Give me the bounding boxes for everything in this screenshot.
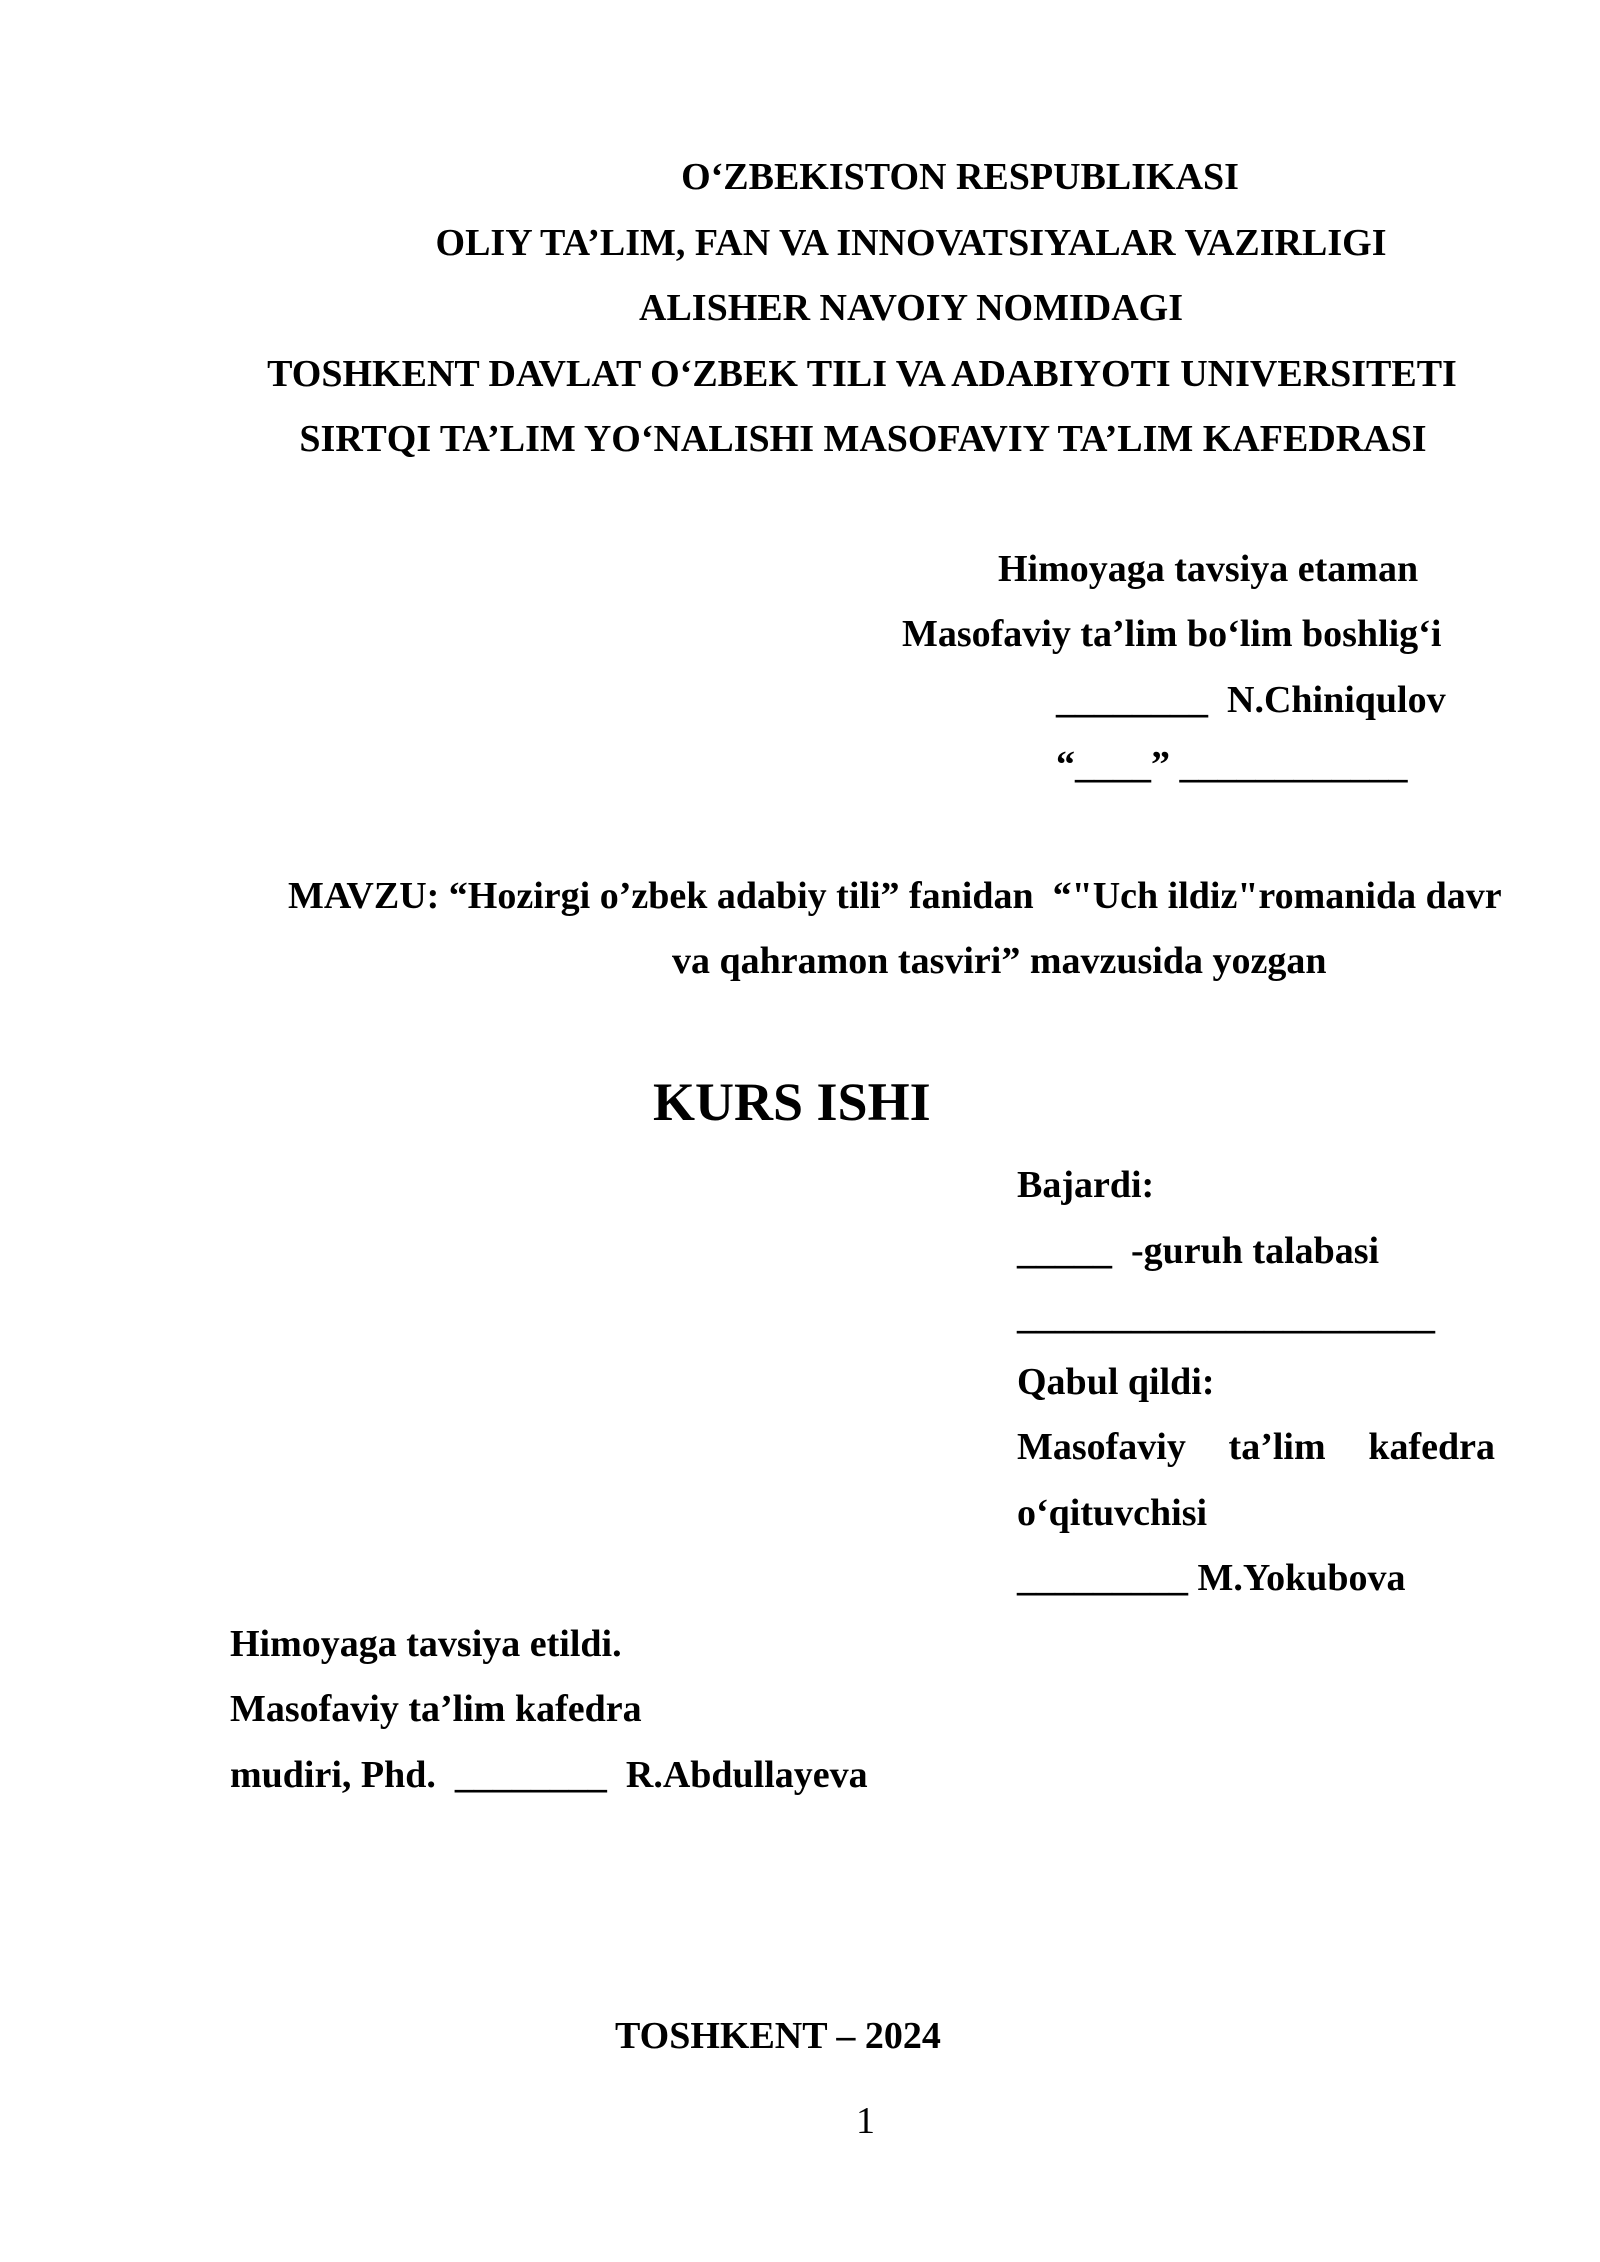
defense-line-2: Masofaviy ta’lim kafedra (230, 1688, 642, 1730)
accepted-position-line-1: Masofaviy ta’lim kafedra (1017, 1426, 1495, 1468)
approval-position: Masofaviy ta’lim bo‘lim boshlig‘i (902, 613, 1442, 655)
document-type-title: KURS ISHI (653, 1072, 931, 1132)
header-line-republic: O‘ZBEKISTON RESPUBLIKASI (681, 156, 1239, 198)
performed-group: _____ -guruh talabasi (1017, 1230, 1380, 1272)
defense-line-3: mudiri, Phd. ________ R.Abdullayeva (230, 1754, 868, 1796)
header-line-university: TOSHKENT DAVLAT O‘ZBEK TILI VA ADABIYOTI UNIVERSITETI (267, 353, 1457, 395)
performed-label: Bajardi: (1017, 1164, 1155, 1206)
header-line-ministry: OLIY TA’LIM, FAN VA INNOVATSIYALAR VAZIRLIGI (435, 222, 1387, 264)
approval-signature: ________ N.Chiniqulov (1056, 679, 1446, 721)
topic-line-1: MAVZU: “Hozirgi o’zbek adabiy tili” fanidan “"Uch ildiz"romanida davr (288, 875, 1502, 917)
approval-title: Himoyaga tavsiya etaman (998, 548, 1419, 590)
defense-line-1: Himoyaga tavsiya etildi. (230, 1623, 622, 1665)
topic-line-2: va qahramon tasviri” mavzusida yozgan (672, 940, 1327, 982)
accepted-signature: _________ M.Yokubova (1017, 1557, 1406, 1599)
accepted-position-line-2: o‘qituvchisi (1017, 1492, 1208, 1534)
header-line-department: SIRTQI TA’LIM YO‘NALISHI MASOFAVIY TA’LIM KAFEDRASI (299, 418, 1427, 460)
page-number: 1 (856, 2100, 875, 2142)
approval-date: “____” ____________ (1056, 744, 1408, 786)
performed-name-blank: ______________________ (1017, 1295, 1435, 1337)
header-line-named-after: ALISHER NAVOIY NOMIDAGI (639, 287, 1183, 329)
accepted-label: Qabul qildi: (1017, 1361, 1215, 1403)
footer-city-year: TOSHKENT – 2024 (615, 2015, 941, 2057)
